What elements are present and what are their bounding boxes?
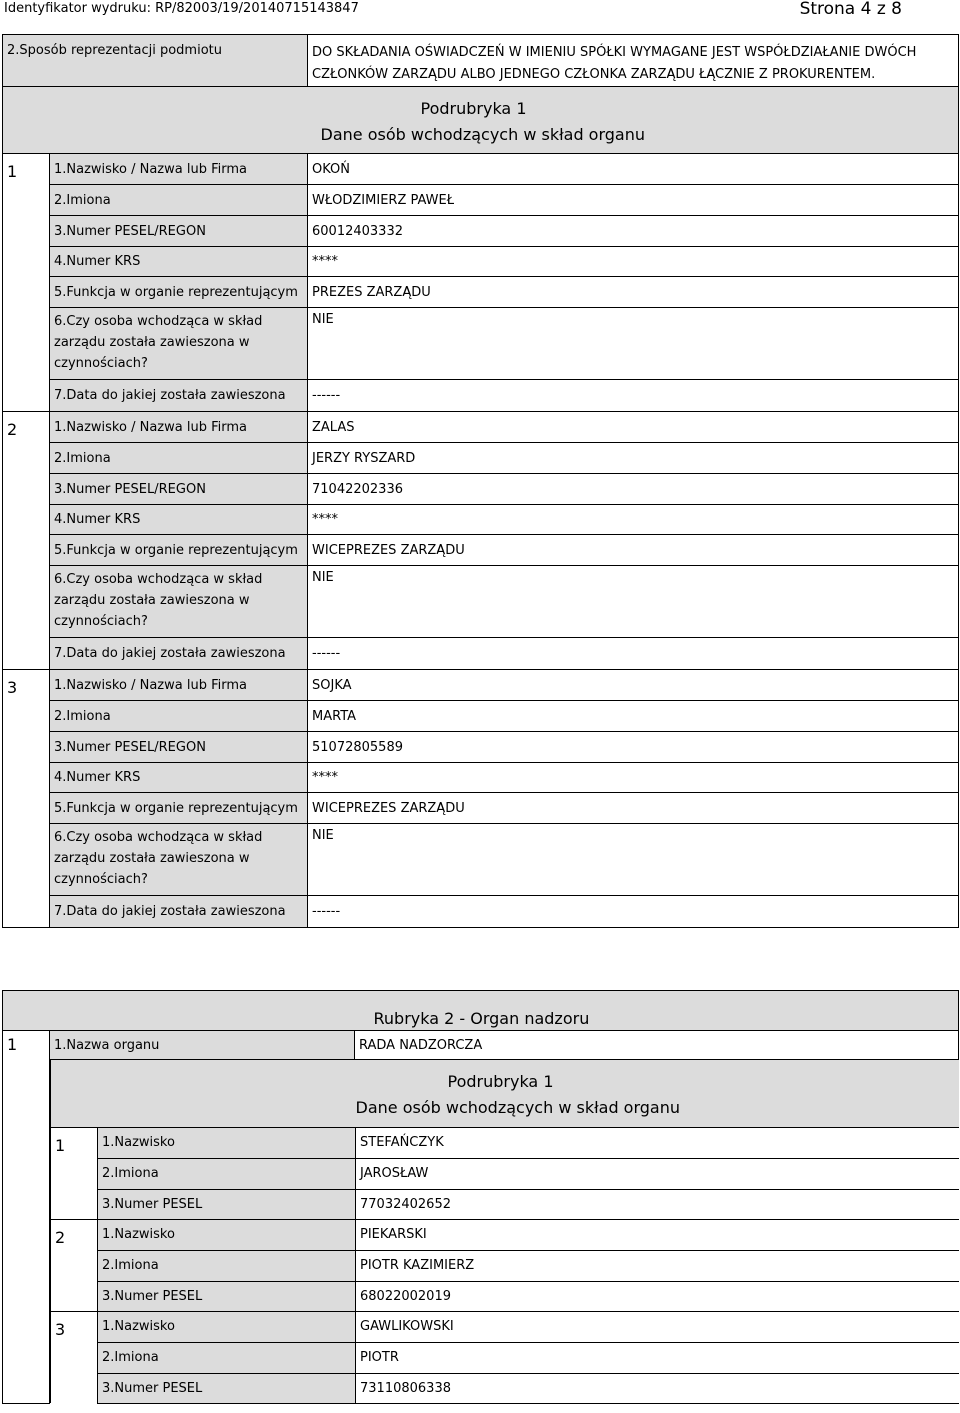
pesel-label: 3.Numer PESEL/REGON — [50, 474, 308, 505]
supervisory-members-body — [51, 1127, 959, 1403]
supervisory-sub-spacer — [51, 1060, 356, 1127]
surname-value: OKOŃ — [308, 154, 959, 185]
supervisory-sub-heading — [356, 1060, 959, 1127]
suspended-value: NIE — [308, 308, 959, 380]
supervisory-member-number: 2 — [51, 1219, 98, 1311]
pesel-label: 3.Numer PESEL/REGON — [50, 216, 308, 247]
krs-value: **** — [308, 763, 959, 793]
pesel-value: 51072805589 — [308, 732, 959, 763]
supervisory-sub-line2: Dane osób wchodzących w skład organu — [355, 1098, 681, 1118]
suspended-date-value: ------ — [308, 380, 959, 412]
subsection-line2: Dane osób wchodzących w skład organu — [320, 125, 646, 144]
subsection-heading — [308, 87, 959, 154]
function-value: PREZES ZARZĄDU — [308, 277, 959, 308]
supervisory-names-label: 2.Imiona — [98, 1342, 356, 1373]
krs-value: **** — [308, 505, 959, 535]
krs-label: 4.Numer KRS — [50, 247, 308, 277]
supervisory-member-number: 3 — [51, 1311, 98, 1403]
pesel-value: 71042202336 — [308, 474, 959, 505]
function-value: WICEPREZES ZARZĄDU — [308, 535, 959, 566]
supervisory-members-table — [50, 1060, 959, 1404]
supervisory-member-row — [51, 1219, 959, 1250]
surname-value: SOJKA — [308, 670, 959, 701]
print-header — [0, 0, 960, 22]
suspended-question-line1: 6.Czy osoba wchodząca w skład — [54, 572, 263, 587]
representation-label: 2.Sposób reprezentacji podmiotu — [3, 35, 308, 87]
surname-label: 1.Nazwisko / Nazwa lub Firma — [50, 412, 308, 443]
supervisory-names-value: PIOTR KAZIMIERZ — [356, 1250, 959, 1281]
suspended-question-line3: czynnościach? — [54, 872, 148, 887]
surname-label: 1.Nazwisko / Nazwa lub Firma — [50, 670, 308, 701]
first-names-value: JERZY RYSZARD — [308, 443, 959, 474]
supervisory-sub-line1: Podrubryka 1 — [447, 1072, 554, 1092]
subsection-line1: Podrubryka 1 — [420, 99, 527, 118]
page-number: Strona 4 z 8 — [799, 0, 902, 19]
krs-label: 4.Numer KRS — [50, 763, 308, 793]
suspended-question — [50, 824, 308, 896]
first-names-value: MARTA — [308, 701, 959, 732]
representation-value-line1: DO SKŁADANIA OŚWIADCZEŃ W IMIENIU SPÓŁKI WYMAGANE JEST WSPÓŁDZIAŁANIE DWÓCH — [312, 45, 917, 60]
function-value: WICEPREZES ZARZĄDU — [308, 793, 959, 824]
print-identifier: Identyfikator wydruku: RP/82003/19/20140715143847 — [4, 1, 359, 16]
suspended-date-value: ------ — [308, 896, 959, 928]
supervisory-names-label: 2.Imiona — [98, 1158, 356, 1189]
supervisory-number: 1 — [3, 1031, 50, 1404]
organ-name-label: 1.Nazwa organu — [50, 1031, 355, 1060]
supervisory-pesel-label: 3.Numer PESEL — [98, 1189, 356, 1219]
member-number: 1 — [3, 154, 50, 412]
representation-table — [2, 34, 959, 87]
representation-value — [308, 35, 959, 87]
suspended-question-line1: 6.Czy osoba wchodząca w skład — [54, 830, 263, 845]
suspended-date-label: 7.Data do jakiej została zawieszona — [50, 638, 308, 670]
suspended-question-line3: czynnościach? — [54, 356, 148, 371]
supervisory-surname-value: GAWLIKOWSKI — [356, 1311, 959, 1342]
supervisory-inner-cell — [50, 1060, 959, 1404]
suspended-question — [50, 308, 308, 380]
suspended-date-label: 7.Data do jakiej została zawieszona — [50, 380, 308, 412]
first-names-label: 2.Imiona — [50, 701, 308, 732]
supervisory-names-label: 2.Imiona — [98, 1250, 356, 1281]
supervisory-pesel-label: 3.Numer PESEL — [98, 1373, 356, 1403]
supervisory-surname-label: 1.Nazwisko — [98, 1219, 356, 1250]
supervisory-surname-value: STEFAŃCZYK — [356, 1127, 959, 1158]
board-members-table — [2, 86, 959, 154]
organ-name-value: RADA NADZORCZA — [355, 1031, 959, 1060]
pesel-label: 3.Numer PESEL/REGON — [50, 732, 308, 763]
suspended-question-line3: czynnościach? — [54, 614, 148, 629]
surname-value: ZALAS — [308, 412, 959, 443]
board-member-2 — [2, 411, 959, 670]
supervisory-surname-label: 1.Nazwisko — [98, 1311, 356, 1342]
suspended-question-line2: zarządu została zawieszona w — [54, 335, 250, 350]
krs-label: 4.Numer KRS — [50, 505, 308, 535]
board-member-3 — [2, 669, 959, 928]
supervisory-spacer — [3, 991, 355, 1031]
suspended-question — [50, 566, 308, 638]
supervisory-pesel-label: 3.Numer PESEL — [98, 1281, 356, 1311]
supervisory-pesel-value: 73110806338 — [356, 1373, 959, 1403]
member-number: 3 — [3, 670, 50, 928]
function-label: 5.Funkcja w organie reprezentującym — [50, 793, 308, 824]
supervisory-pesel-value: 77032402652 — [356, 1189, 959, 1219]
function-label: 5.Funkcja w organie reprezentującym — [50, 535, 308, 566]
first-names-label: 2.Imiona — [50, 443, 308, 474]
supervisory-table — [2, 990, 959, 1404]
suspended-question-line1: 6.Czy osoba wchodząca w skład — [54, 314, 263, 329]
subsection-spacer — [3, 87, 308, 154]
suspended-value: NIE — [308, 566, 959, 638]
supervisory-names-value: JAROSŁAW — [356, 1158, 959, 1189]
member-number: 2 — [3, 412, 50, 670]
supervisory-names-value: PIOTR — [356, 1342, 959, 1373]
surname-label: 1.Nazwisko / Nazwa lub Firma — [50, 154, 308, 185]
supervisory-title: Rubryka 2 - Organ nadzoru — [355, 991, 959, 1031]
supervisory-pesel-value: 68022002019 — [356, 1281, 959, 1311]
supervisory-member-number: 1 — [51, 1127, 98, 1219]
supervisory-member-row — [51, 1311, 959, 1342]
first-names-label: 2.Imiona — [50, 185, 308, 216]
suspended-question-line2: zarządu została zawieszona w — [54, 851, 250, 866]
function-label: 5.Funkcja w organie reprezentującym — [50, 277, 308, 308]
suspended-question-line2: zarządu została zawieszona w — [54, 593, 250, 608]
suspended-date-value: ------ — [308, 638, 959, 670]
supervisory-member-row — [51, 1127, 959, 1158]
representation-value-line2: CZŁONKÓW ZARZĄDU ALBO JEDNEGO CZŁONKA ZARZĄDU ŁĄCZNIE Z PROKURENTEM. — [312, 67, 876, 82]
pesel-value: 60012403332 — [308, 216, 959, 247]
suspended-date-label: 7.Data do jakiej została zawieszona — [50, 896, 308, 928]
suspended-value: NIE — [308, 824, 959, 896]
board-member-1 — [2, 153, 959, 412]
supervisory-surname-value: PIEKARSKI — [356, 1219, 959, 1250]
supervisory-surname-label: 1.Nazwisko — [98, 1127, 356, 1158]
first-names-value: WŁODZIMIERZ PAWEŁ — [308, 185, 959, 216]
krs-value: **** — [308, 247, 959, 277]
